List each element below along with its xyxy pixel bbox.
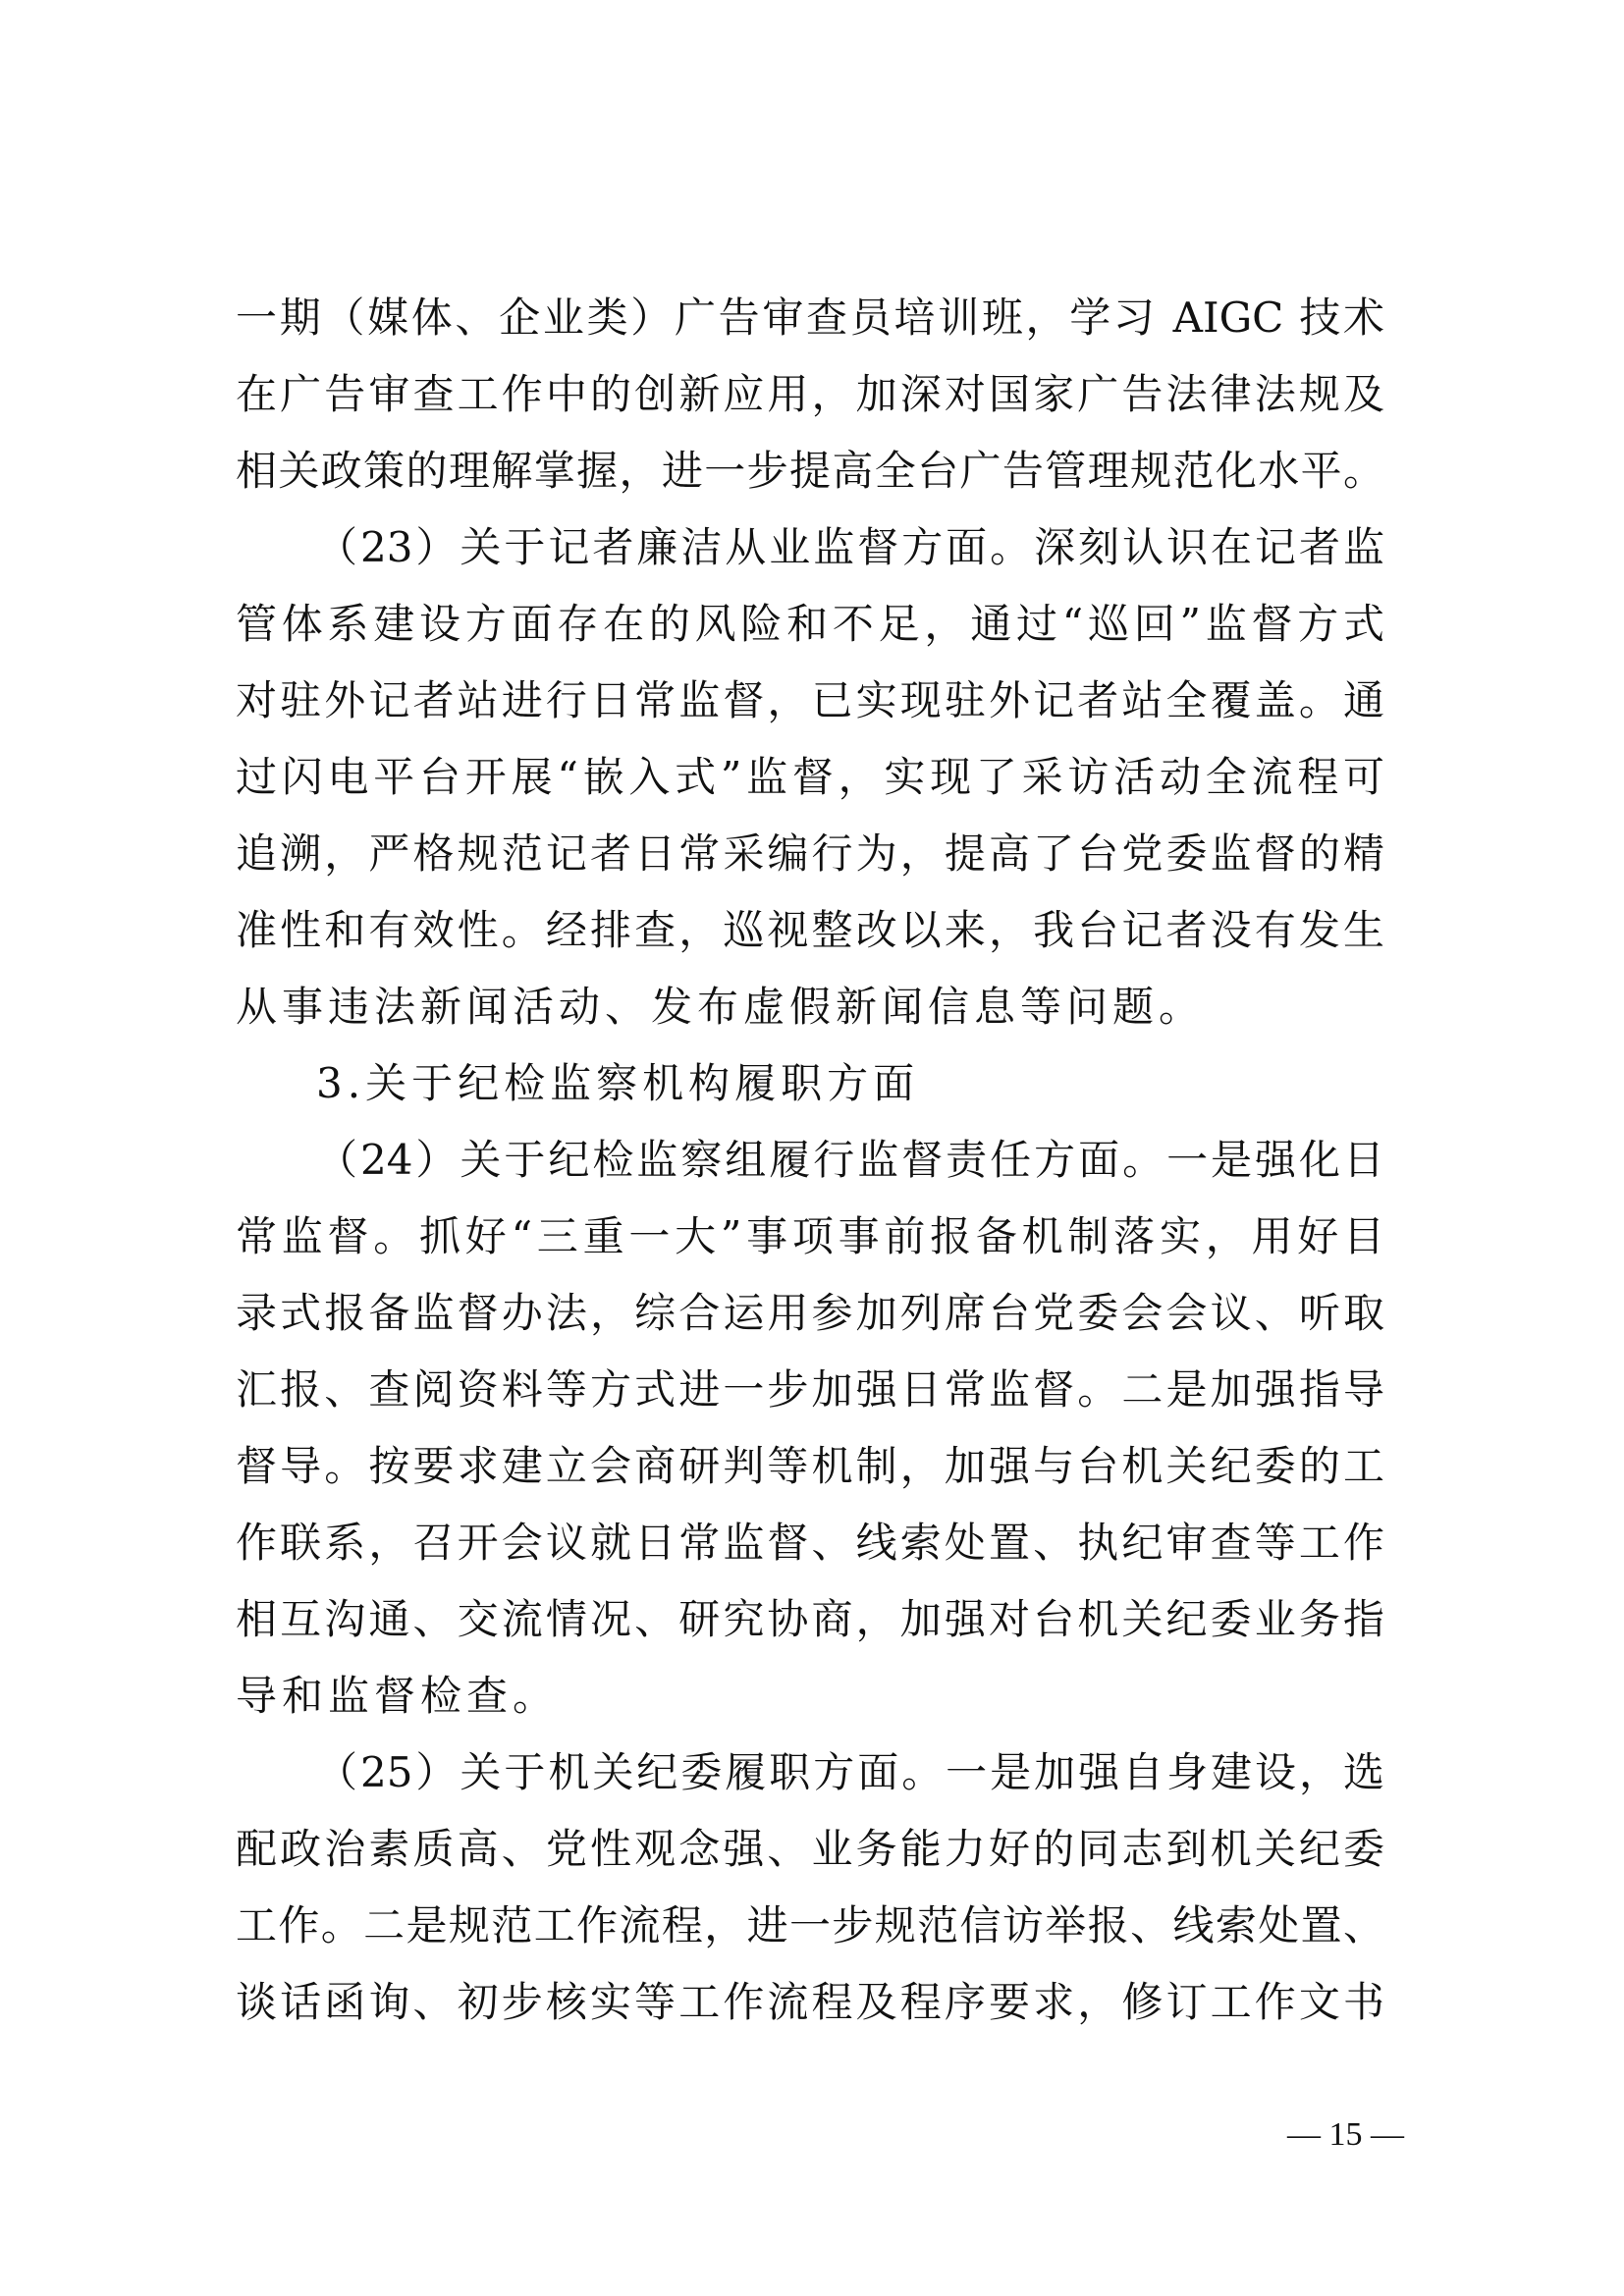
paragraph-start-line: （24）关于纪检监察组履行监督责任方面。一是强化日	[316, 1136, 1384, 1184]
body-text-line: 录式报备监督办法，综合运用参加列席台党委会会议、听取	[236, 1289, 1384, 1337]
paragraph-start-line: （25）关于机关纪委履职方面。一是加强自身建设，选	[316, 1748, 1384, 1796]
body-text-line: 常监督。抓好“三重一大”事项事前报备机制落实，用好目	[236, 1212, 1384, 1260]
body-text-line: 配政治素质高、党性观念强、业务能力好的同志到机关纪委	[236, 1825, 1384, 1873]
body-text-line: 督导。按要求建立会商研判等机制，加强与台机关纪委的工	[236, 1442, 1384, 1490]
body-text-line: 过闪电平台开展“嵌入式”监督，实现了采访活动全流程可	[236, 753, 1384, 801]
body-text-line: 汇报、查阅资料等方式进一步加强日常监督。二是加强指导	[236, 1365, 1384, 1414]
paragraph-end-line: 导和监督检查。	[236, 1672, 560, 1720]
body-text-line: 对驻外记者站进行日常监督，已实现驻外记者站全覆盖。通	[236, 676, 1384, 724]
body-text-line: 相互沟通、交流情况、研究协商，加强对台机关纪委业务指	[236, 1595, 1384, 1643]
page-number: — 15 —	[1287, 2116, 1404, 2153]
paragraph-start-line: （23）关于记者廉洁从业监督方面。深刻认识在记者监	[316, 523, 1384, 571]
body-text-line: 工作。二是规范工作流程，进一步规范信访举报、线索处置、	[236, 1901, 1384, 1949]
body-text-line: 作联系，召开会议就日常监督、线索处置、执纪审查等工作	[236, 1519, 1384, 1567]
body-text-line: 在广告审查工作中的创新应用，加深对国家广告法律法规及	[236, 370, 1384, 418]
body-text-line: 一期（媒体、企业类）广告审查员培训班，学习 AIGC 技术	[236, 294, 1384, 342]
body-text-line: 谈话函询、初步核实等工作流程及程序要求，修订工作文书	[236, 1978, 1384, 2026]
body-text-line: 管体系建设方面存在的风险和不足，通过“巡回”监督方式	[236, 600, 1384, 648]
section-heading: 3.关于纪检监察机构履职方面	[316, 1059, 920, 1107]
body-text-line: 相关政策的理解掌握，进一步提高全台广告管理规范化水平。	[236, 447, 1384, 495]
body-text-line: 准性和有效性。经排查，巡视整改以来，我台记者没有发生	[236, 906, 1384, 954]
paragraph-end-line: 从事违法新闻活动、发布虚假新闻信息等问题。	[236, 983, 1206, 1031]
body-text-line: 追溯，严格规范记者日常采编行为，提高了台党委监督的精	[236, 829, 1384, 878]
